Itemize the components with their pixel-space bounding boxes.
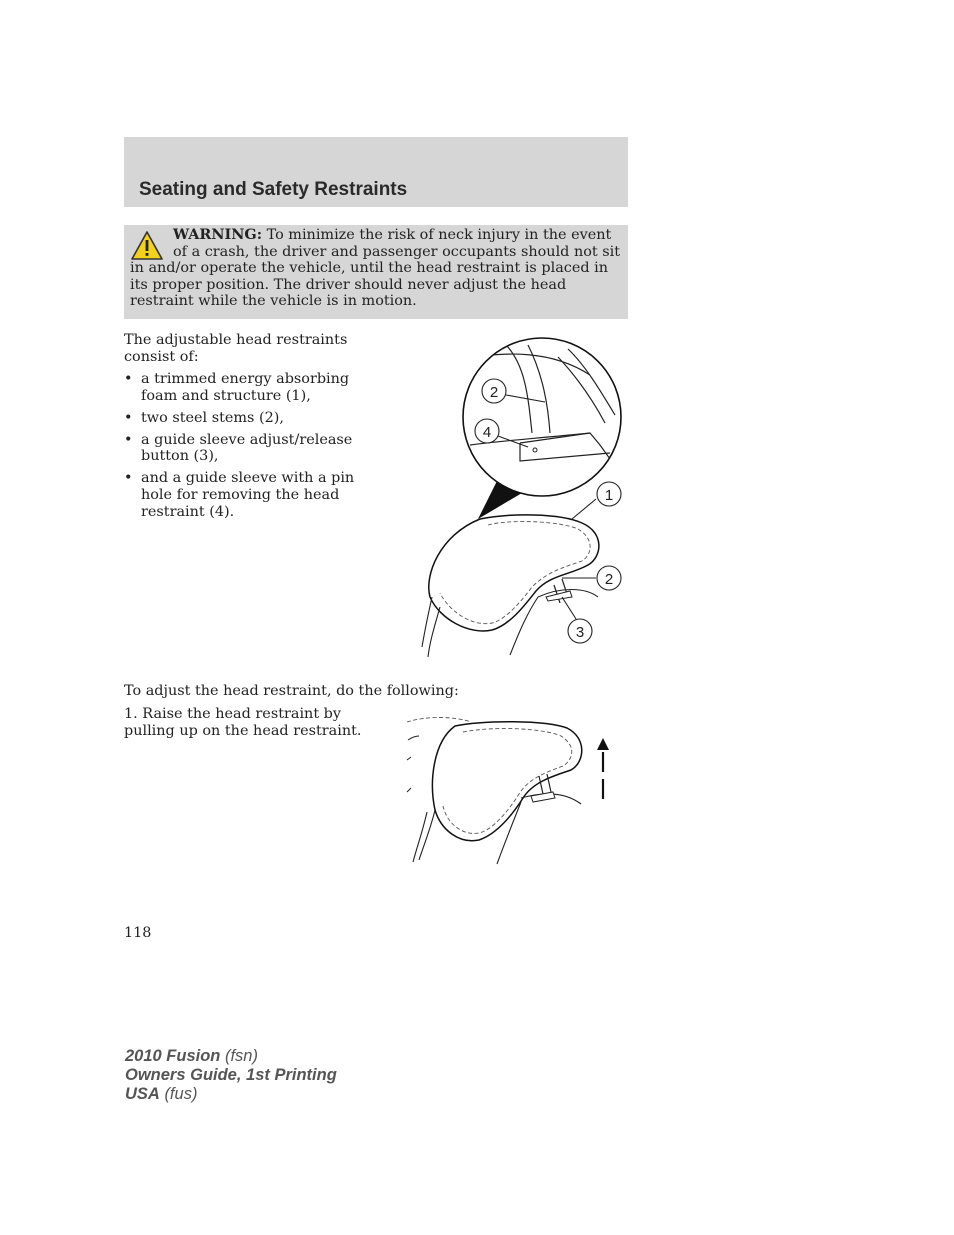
page-number: 118 bbox=[124, 925, 152, 941]
document-footer: 2010 Fusion (fsn) Owners Guide, 1st Printing USA (fus) bbox=[125, 1047, 337, 1103]
section-header bbox=[124, 137, 628, 207]
list-item: • a guide sleeve adjust/release button (3), bbox=[124, 431, 353, 465]
section-title: Seating and Safety Restraints bbox=[139, 179, 408, 200]
list-item: • two steel stems (2), bbox=[124, 409, 284, 426]
component-list bbox=[124, 371, 384, 526]
warning-text bbox=[130, 227, 622, 310]
callout-label: 2 bbox=[489, 384, 499, 401]
callout-label: 3 bbox=[575, 624, 585, 641]
warning-body: To minimize the risk of neck injury in the event of a crash, the driver and passenger occupants should not sit in and/or operate the vehicle, until the head restraint is placed in its proper position. The driver should never adjust the head restraint while the vehicle is in motion. bbox=[130, 227, 621, 310]
step-1: 1. Raise the head restraint by pulling up on the head restraint. bbox=[124, 706, 362, 739]
warning-box bbox=[124, 225, 628, 319]
callout-label: 2 bbox=[604, 571, 614, 588]
callout-label: 4 bbox=[482, 424, 492, 441]
intro-paragraph: The adjustable head restraints consist of: bbox=[124, 332, 348, 365]
list-item: • a trimmed energy absorbing foam and structure (1), bbox=[124, 371, 350, 404]
head-restraint-diagram bbox=[410, 335, 630, 660]
list-item: • and a guide sleeve with a pin hole for removing the head restraint (4). bbox=[124, 470, 355, 520]
raise-head-restraint-diagram bbox=[405, 712, 615, 867]
warning-label: WARNING: bbox=[173, 226, 263, 243]
adjust-intro: To adjust the head restraint, do the following: bbox=[124, 683, 459, 699]
up-arrow-icon bbox=[597, 738, 609, 799]
callout-label: 1 bbox=[604, 487, 614, 504]
